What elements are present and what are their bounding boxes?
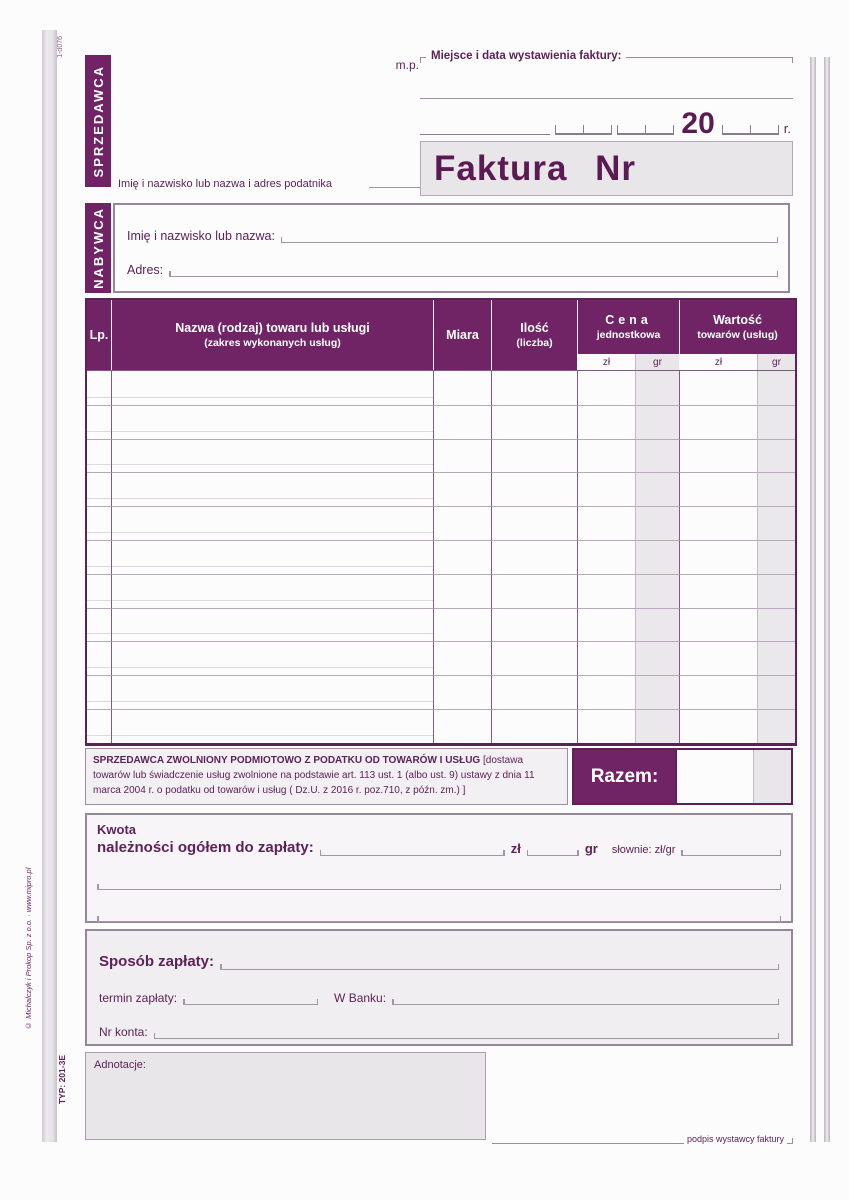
- bank-input[interactable]: [392, 994, 779, 1005]
- total-zl-cell[interactable]: [675, 750, 753, 803]
- subheader-price-zl: zł: [577, 354, 635, 370]
- col-header-name: Nazwa (rodzaj) towaru lub usługi (zakres wykonanych usług): [111, 300, 433, 370]
- total-row: [572, 748, 793, 805]
- table-cell-name[interactable]: [111, 506, 433, 540]
- table-cell-pgr[interactable]: [635, 709, 679, 743]
- table-cell-vzl[interactable]: [679, 574, 757, 608]
- table-cell-measure[interactable]: [433, 472, 491, 506]
- table-row[interactable]: [87, 540, 795, 574]
- table-cell-name[interactable]: [111, 405, 433, 439]
- table-row[interactable]: [87, 405, 795, 439]
- vat-exemption-note: [85, 748, 568, 805]
- buyer-section-band: [85, 203, 111, 293]
- table-row[interactable]: [87, 675, 795, 709]
- amount-words-line-2[interactable]: [97, 911, 781, 922]
- table-cell-measure[interactable]: [433, 405, 491, 439]
- table-cell-vzl[interactable]: [679, 675, 757, 709]
- table-row[interactable]: [87, 439, 795, 473]
- col-header-lp: Lp.: [87, 300, 111, 370]
- table-cell-vgr[interactable]: [757, 675, 795, 709]
- table-cell-qty[interactable]: [491, 675, 577, 709]
- table-cell-measure[interactable]: [433, 506, 491, 540]
- zl-unit-label: zł: [510, 841, 521, 856]
- table-cell-lp[interactable]: [87, 506, 111, 540]
- table-cell-name[interactable]: [111, 439, 433, 473]
- table-cell-qty[interactable]: [491, 608, 577, 642]
- table-cell-pzl[interactable]: [577, 540, 635, 574]
- payment-box: [85, 929, 793, 1046]
- vat-exemption-rest: [dostawa towarów lub świadczenie usług zwolnione na podstawie art. 113 ust. 1 (albo ust. 9) ustawy z dnia 11 marca 2004 r. o podatku od towarów i usług ( Dz.U. z 2016 r. poz.710, z późn. zm.) ]: [93, 755, 535, 796]
- col-header-measure: Miara: [433, 300, 491, 370]
- corner-tick: [792, 57, 793, 63]
- year-suffix: r.: [783, 121, 791, 136]
- total-gr-cell[interactable]: [753, 750, 791, 803]
- buyer-section-label: NABYWCA: [90, 207, 106, 289]
- table-cell-lp[interactable]: [87, 540, 111, 574]
- col-header-unit-price: Cena jednostkowa: [577, 300, 679, 354]
- table-cell-qty[interactable]: [491, 439, 577, 473]
- place-date-label: Miejsce i data wystawienia faktury:: [426, 50, 626, 62]
- table-cell-vgr[interactable]: [757, 540, 795, 574]
- seller-section-band: [85, 55, 111, 187]
- table-cell-pgr[interactable]: [635, 439, 679, 473]
- table-cell-qty[interactable]: [491, 540, 577, 574]
- total-label: Razem:: [590, 765, 659, 787]
- amount-zl-input[interactable]: [320, 845, 505, 856]
- signature-line[interactable]: [492, 1137, 684, 1144]
- table-row[interactable]: [87, 574, 795, 608]
- amount-label: należności ogółem do zapłaty:: [97, 839, 314, 856]
- notes-label: Adnotacje:: [94, 1059, 146, 1071]
- table-cell-vzl[interactable]: [679, 506, 757, 540]
- table-cell-name[interactable]: [111, 608, 433, 642]
- buyer-name-label: Imię i nazwisko lub nazwa:: [127, 229, 275, 243]
- amount-in-words-input[interactable]: [681, 845, 781, 856]
- invoice-title: Faktura Nr: [434, 148, 637, 188]
- date-digit-slot[interactable]: [555, 125, 583, 135]
- table-row[interactable]: [87, 371, 795, 405]
- table-cell-pgr[interactable]: [635, 540, 679, 574]
- amount-due-box: [85, 813, 793, 923]
- payment-method-input[interactable]: [220, 959, 779, 970]
- table-cell-vzl[interactable]: [679, 709, 757, 743]
- amount-in-words-label: słownie: zł/gr: [611, 844, 676, 856]
- bank-label: W Banku:: [334, 991, 387, 1005]
- table-row[interactable]: [87, 472, 795, 506]
- table-cell-pzl[interactable]: [577, 675, 635, 709]
- year-prefix: 20: [681, 107, 715, 140]
- table-cell-lp[interactable]: [87, 405, 111, 439]
- table-cell-qty[interactable]: [491, 506, 577, 540]
- table-cell-qty[interactable]: [491, 405, 577, 439]
- table-row[interactable]: [87, 641, 795, 675]
- form-series-code: 1-d076: [57, 36, 64, 58]
- table-cell-pgr[interactable]: [635, 472, 679, 506]
- table-cell-lp[interactable]: [87, 472, 111, 506]
- table-cell-qty[interactable]: [491, 371, 577, 405]
- buyer-name-input[interactable]: [281, 232, 778, 243]
- date-digit-slot[interactable]: [750, 125, 779, 135]
- table-cell-vgr[interactable]: [757, 439, 795, 473]
- table-cell-name[interactable]: [111, 709, 433, 743]
- table-cell-lp[interactable]: [87, 608, 111, 642]
- table-cell-lp[interactable]: [87, 675, 111, 709]
- table-cell-pgr[interactable]: [635, 675, 679, 709]
- table-cell-lp[interactable]: [87, 709, 111, 743]
- account-label: Nr konta:: [99, 1025, 148, 1039]
- table-cell-measure[interactable]: [433, 641, 491, 675]
- table-cell-pzl[interactable]: [577, 439, 635, 473]
- stamp-placeholder: m.p.: [395, 58, 419, 72]
- amount-words-line-1[interactable]: [97, 879, 781, 890]
- col-header-qty: Ilość (liczba): [491, 300, 577, 370]
- table-cell-measure[interactable]: [433, 540, 491, 574]
- copy-page-edge-1: [810, 57, 816, 1142]
- table-cell-pgr[interactable]: [635, 608, 679, 642]
- table-cell-measure[interactable]: [433, 608, 491, 642]
- table-cell-lp[interactable]: [87, 439, 111, 473]
- col-header-value: Wartość towarów (usług): [679, 300, 795, 354]
- table-cell-vgr[interactable]: [757, 472, 795, 506]
- table-cell-pzl[interactable]: [577, 506, 635, 540]
- items-table-body: [87, 370, 795, 743]
- table-cell-pzl[interactable]: [577, 709, 635, 743]
- place-date-write-line[interactable]: [420, 98, 793, 99]
- table-cell-name[interactable]: [111, 472, 433, 506]
- seller-caption-line: [369, 187, 425, 188]
- table-cell-vgr[interactable]: [757, 574, 795, 608]
- table-cell-vzl[interactable]: [679, 439, 757, 473]
- table-cell-qty[interactable]: [491, 709, 577, 743]
- signature-area[interactable]: [492, 1052, 793, 1144]
- table-cell-pgr[interactable]: [635, 405, 679, 439]
- table-cell-pzl[interactable]: [577, 371, 635, 405]
- vat-exemption-bold: SPRZEDAWCA ZWOLNIONY PODMIOTOWO Z PODATKU OD TOWARÓW I USŁUG: [93, 755, 481, 766]
- buyer-address-label: Adres:: [127, 263, 164, 277]
- publisher-imprint: © Michalczyk i Prokop Sp. z o.o. · www.mipro.pl: [24, 867, 33, 1030]
- table-row[interactable]: [87, 709, 795, 743]
- payment-method-label: Sposób zapłaty:: [99, 953, 215, 970]
- table-cell-vzl[interactable]: [679, 641, 757, 675]
- gr-unit-label: gr: [584, 841, 598, 856]
- table-cell-measure[interactable]: [433, 371, 491, 405]
- table-cell-measure[interactable]: [433, 675, 491, 709]
- table-cell-pgr[interactable]: [635, 574, 679, 608]
- signature-line-tick: [787, 1138, 793, 1144]
- table-cell-lp[interactable]: [87, 371, 111, 405]
- table-cell-measure[interactable]: [433, 709, 491, 743]
- table-cell-pzl[interactable]: [577, 405, 635, 439]
- table-cell-vgr[interactable]: [757, 506, 795, 540]
- table-cell-qty[interactable]: [491, 641, 577, 675]
- subheader-value-gr: gr: [757, 354, 795, 370]
- page-edge-strip-left: [42, 30, 57, 1142]
- buyer-info-box: [113, 203, 790, 293]
- table-cell-name[interactable]: [111, 540, 433, 574]
- amount-title: Kwota: [97, 822, 136, 837]
- date-digit-slot[interactable]: [722, 125, 750, 135]
- form-type-code: TYP: 201-3E: [57, 1055, 67, 1105]
- table-cell-pzl[interactable]: [577, 608, 635, 642]
- corner-tick: [420, 57, 421, 63]
- date-digit-slot[interactable]: [617, 125, 645, 135]
- table-cell-pzl[interactable]: [577, 472, 635, 506]
- table-cell-vzl[interactable]: [679, 405, 757, 439]
- seller-info-area[interactable]: [111, 55, 425, 193]
- total-label-box: [574, 750, 675, 803]
- copy-page-edge-2: [824, 57, 830, 1142]
- date-row: [420, 107, 791, 140]
- place-input-line[interactable]: [420, 126, 550, 135]
- seller-section-label: SPRZEDAWCA: [90, 64, 106, 178]
- place-date-box: [420, 50, 793, 140]
- signature-label: podpis wystawcy faktury: [686, 1134, 784, 1144]
- invoice-title-box: [420, 141, 793, 196]
- subheader-price-gr: gr: [635, 354, 679, 370]
- date-slot-group[interactable]: [555, 125, 612, 135]
- table-cell-pzl[interactable]: [577, 574, 635, 608]
- table-cell-pgr[interactable]: [635, 641, 679, 675]
- amount-gr-input[interactable]: [527, 845, 579, 856]
- table-cell-vgr[interactable]: [757, 709, 795, 743]
- date-digit-slot[interactable]: [583, 125, 612, 135]
- table-cell-pzl[interactable]: [577, 641, 635, 675]
- table-cell-vgr[interactable]: [757, 371, 795, 405]
- payment-term-label: termin zapłaty:: [99, 991, 178, 1005]
- table-row[interactable]: [87, 608, 795, 642]
- table-cell-vzl[interactable]: [679, 540, 757, 574]
- table-cell-vzl[interactable]: [679, 608, 757, 642]
- table-cell-lp[interactable]: [87, 574, 111, 608]
- items-table-header: [87, 300, 795, 370]
- table-cell-pgr[interactable]: [635, 371, 679, 405]
- table-cell-pgr[interactable]: [635, 506, 679, 540]
- table-cell-name[interactable]: [111, 574, 433, 608]
- table-cell-vgr[interactable]: [757, 608, 795, 642]
- table-cell-vzl[interactable]: [679, 371, 757, 405]
- table-cell-name[interactable]: [111, 641, 433, 675]
- table-row[interactable]: [87, 506, 795, 540]
- buyer-address-input[interactable]: [169, 266, 778, 277]
- date-slot-group[interactable]: [617, 125, 674, 135]
- table-cell-vzl[interactable]: [679, 472, 757, 506]
- date-digit-slot[interactable]: [645, 125, 674, 135]
- table-cell-qty[interactable]: [491, 574, 577, 608]
- table-cell-vgr[interactable]: [757, 405, 795, 439]
- payment-term-input[interactable]: [183, 994, 318, 1005]
- table-cell-measure[interactable]: [433, 439, 491, 473]
- seller-caption: Imię i nazwisko lub nazwa i adres podatnika: [118, 178, 333, 190]
- table-cell-measure[interactable]: [433, 574, 491, 608]
- date-slot-group[interactable]: [722, 125, 779, 135]
- items-table: [85, 298, 797, 746]
- table-cell-lp[interactable]: [87, 641, 111, 675]
- table-cell-qty[interactable]: [491, 472, 577, 506]
- table-cell-vgr[interactable]: [757, 641, 795, 675]
- subheader-value-zl: zł: [679, 354, 757, 370]
- table-cell-name[interactable]: [111, 371, 433, 405]
- table-cell-name[interactable]: [111, 675, 433, 709]
- account-input[interactable]: [154, 1028, 779, 1039]
- notes-box[interactable]: [85, 1052, 486, 1140]
